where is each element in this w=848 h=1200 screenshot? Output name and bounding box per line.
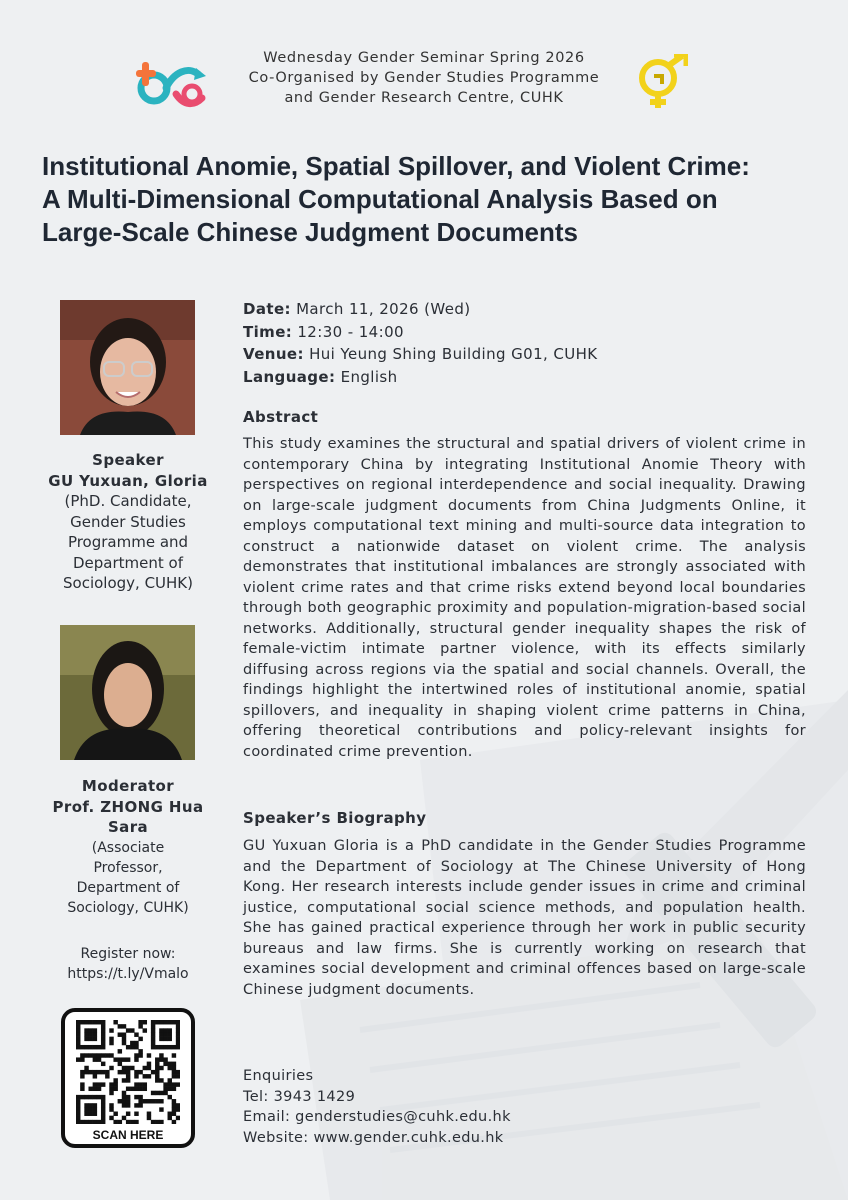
- registration-info: [40, 944, 216, 984]
- moderator-role: Moderator: [81, 777, 175, 795]
- venue-value: Hui Yeung Shing Building G01, CUHK: [309, 345, 598, 363]
- speaker-name: GU Yuxuan, Gloria: [48, 471, 208, 490]
- biography-heading: Speaker’s Biography: [243, 809, 427, 827]
- speaker-affiliation-3: Programme and: [67, 533, 189, 551]
- moderator-name-line-1: Prof. ZHONG Hua: [52, 797, 204, 816]
- talk-title: [42, 150, 812, 249]
- enquiries-heading: Enquiries: [243, 1068, 314, 1084]
- moderator-photo: [60, 625, 195, 760]
- title-line-2: A Multi-Dimensional Computational Analysis Based on: [42, 184, 718, 214]
- speaker-affiliation-2: Gender Studies: [70, 512, 186, 531]
- moderator-affiliation-1: (Associate: [91, 839, 165, 856]
- speaker-role: Speaker: [92, 451, 164, 469]
- register-label: Register now:: [80, 946, 176, 962]
- enquiries-tel: Tel: 3943 1429: [243, 1088, 356, 1105]
- date-label: Date:: [243, 300, 291, 318]
- time-label: Time:: [243, 322, 293, 341]
- speaker-affiliation-5: Sociology, CUHK): [63, 574, 193, 592]
- enquiries-block: [243, 1066, 806, 1148]
- biography-text: GU Yuxuan Gloria is a PhD candidate in the Gender Studies Programme and the Department of Sociology at The Chinese University of Hong Kong. Her research interests include gender issues in crime and criminal justice, computational social science methods, and population health. She has gained practical experience through her work in public security bureaus and law firms. She is currently working on research that examines social development and criminal offences based on large-scale Chinese judgment documents.: [243, 838, 806, 998]
- time-value: 12:30 - 14:00: [297, 322, 404, 341]
- abstract-heading: Abstract: [243, 408, 319, 426]
- speaker-affiliation-1: (PhD. Candidate,: [64, 492, 192, 510]
- venue-label: Venue:: [243, 345, 304, 363]
- time-row: [243, 321, 806, 344]
- header-line-3: and Gender Research Centre, CUHK: [284, 90, 564, 106]
- enquiries-website[interactable]: Website: www.gender.cuhk.edu.hk: [243, 1129, 504, 1146]
- language-label: Language:: [243, 367, 336, 386]
- title-line-3: Large-Scale Chinese Judgment Documents: [42, 217, 579, 247]
- qr-code-pattern: [76, 1020, 180, 1124]
- register-link[interactable]: https://t.ly/Vmalo: [67, 966, 189, 982]
- speaker-info: [40, 450, 216, 594]
- event-details: [243, 298, 806, 388]
- language-row: [243, 366, 806, 389]
- speaker-affiliation-4: Department of: [73, 553, 183, 572]
- date-row: [243, 298, 806, 321]
- moderator-affiliation-4: Sociology, CUHK): [67, 899, 189, 916]
- qr-scan-caption: SCAN HERE: [92, 1128, 164, 1142]
- language-value: English: [340, 367, 398, 386]
- header-line-1: Wednesday Gender Seminar Spring 2026: [263, 50, 585, 66]
- date-value: March 11, 2026 (Wed): [296, 300, 471, 318]
- registration-qr-code[interactable]: [61, 1008, 195, 1148]
- seminar-header: [0, 48, 848, 108]
- moderator-affiliation-3: Department of: [76, 879, 180, 896]
- moderator-info: [40, 776, 216, 918]
- moderator-name-line-2: Sara: [107, 818, 149, 836]
- enquiries-email[interactable]: Email: genderstudies@cuhk.edu.hk: [243, 1109, 511, 1125]
- moderator-affiliation-2: Professor,: [93, 859, 163, 876]
- abstract-text: This study examines the structural and spatial drivers of violent crime in contemporary China by integrating Institutional Anomie Theory with perspectives on regional interdependence and social inequality. Drawing on large-scale judgment documents from China Judgments Online, it employs computational text mining and multi-source data integration to construct a nationwide dataset on violent crime. The analysis demonstrates that institutional imbalances are strongly associated with violent crime rates and that crime risks extend beyond local boundaries through both geographic proximity and population-migration-based social networks. Additionally, structural gender inequality shapes the risk of female-victim intimate partner violence, with its effects similarly diffusing across regions via the spatial and social channels. Overall, the findings highlight the intertwined roles of institutional anomie, spatial spillovers, and inequality in shaping violent crime patterns in China, offering theoretical contributions and policy-relevant insights for coordinated crime prevention.: [243, 436, 806, 760]
- header-line-2: Co-Organised by Gender Studies Programme: [248, 70, 600, 86]
- venue-row: [243, 343, 806, 366]
- speaker-photo: [60, 300, 195, 435]
- title-line-1: Institutional Anomie, Spatial Spillover, and Violent Crime:: [42, 151, 750, 181]
